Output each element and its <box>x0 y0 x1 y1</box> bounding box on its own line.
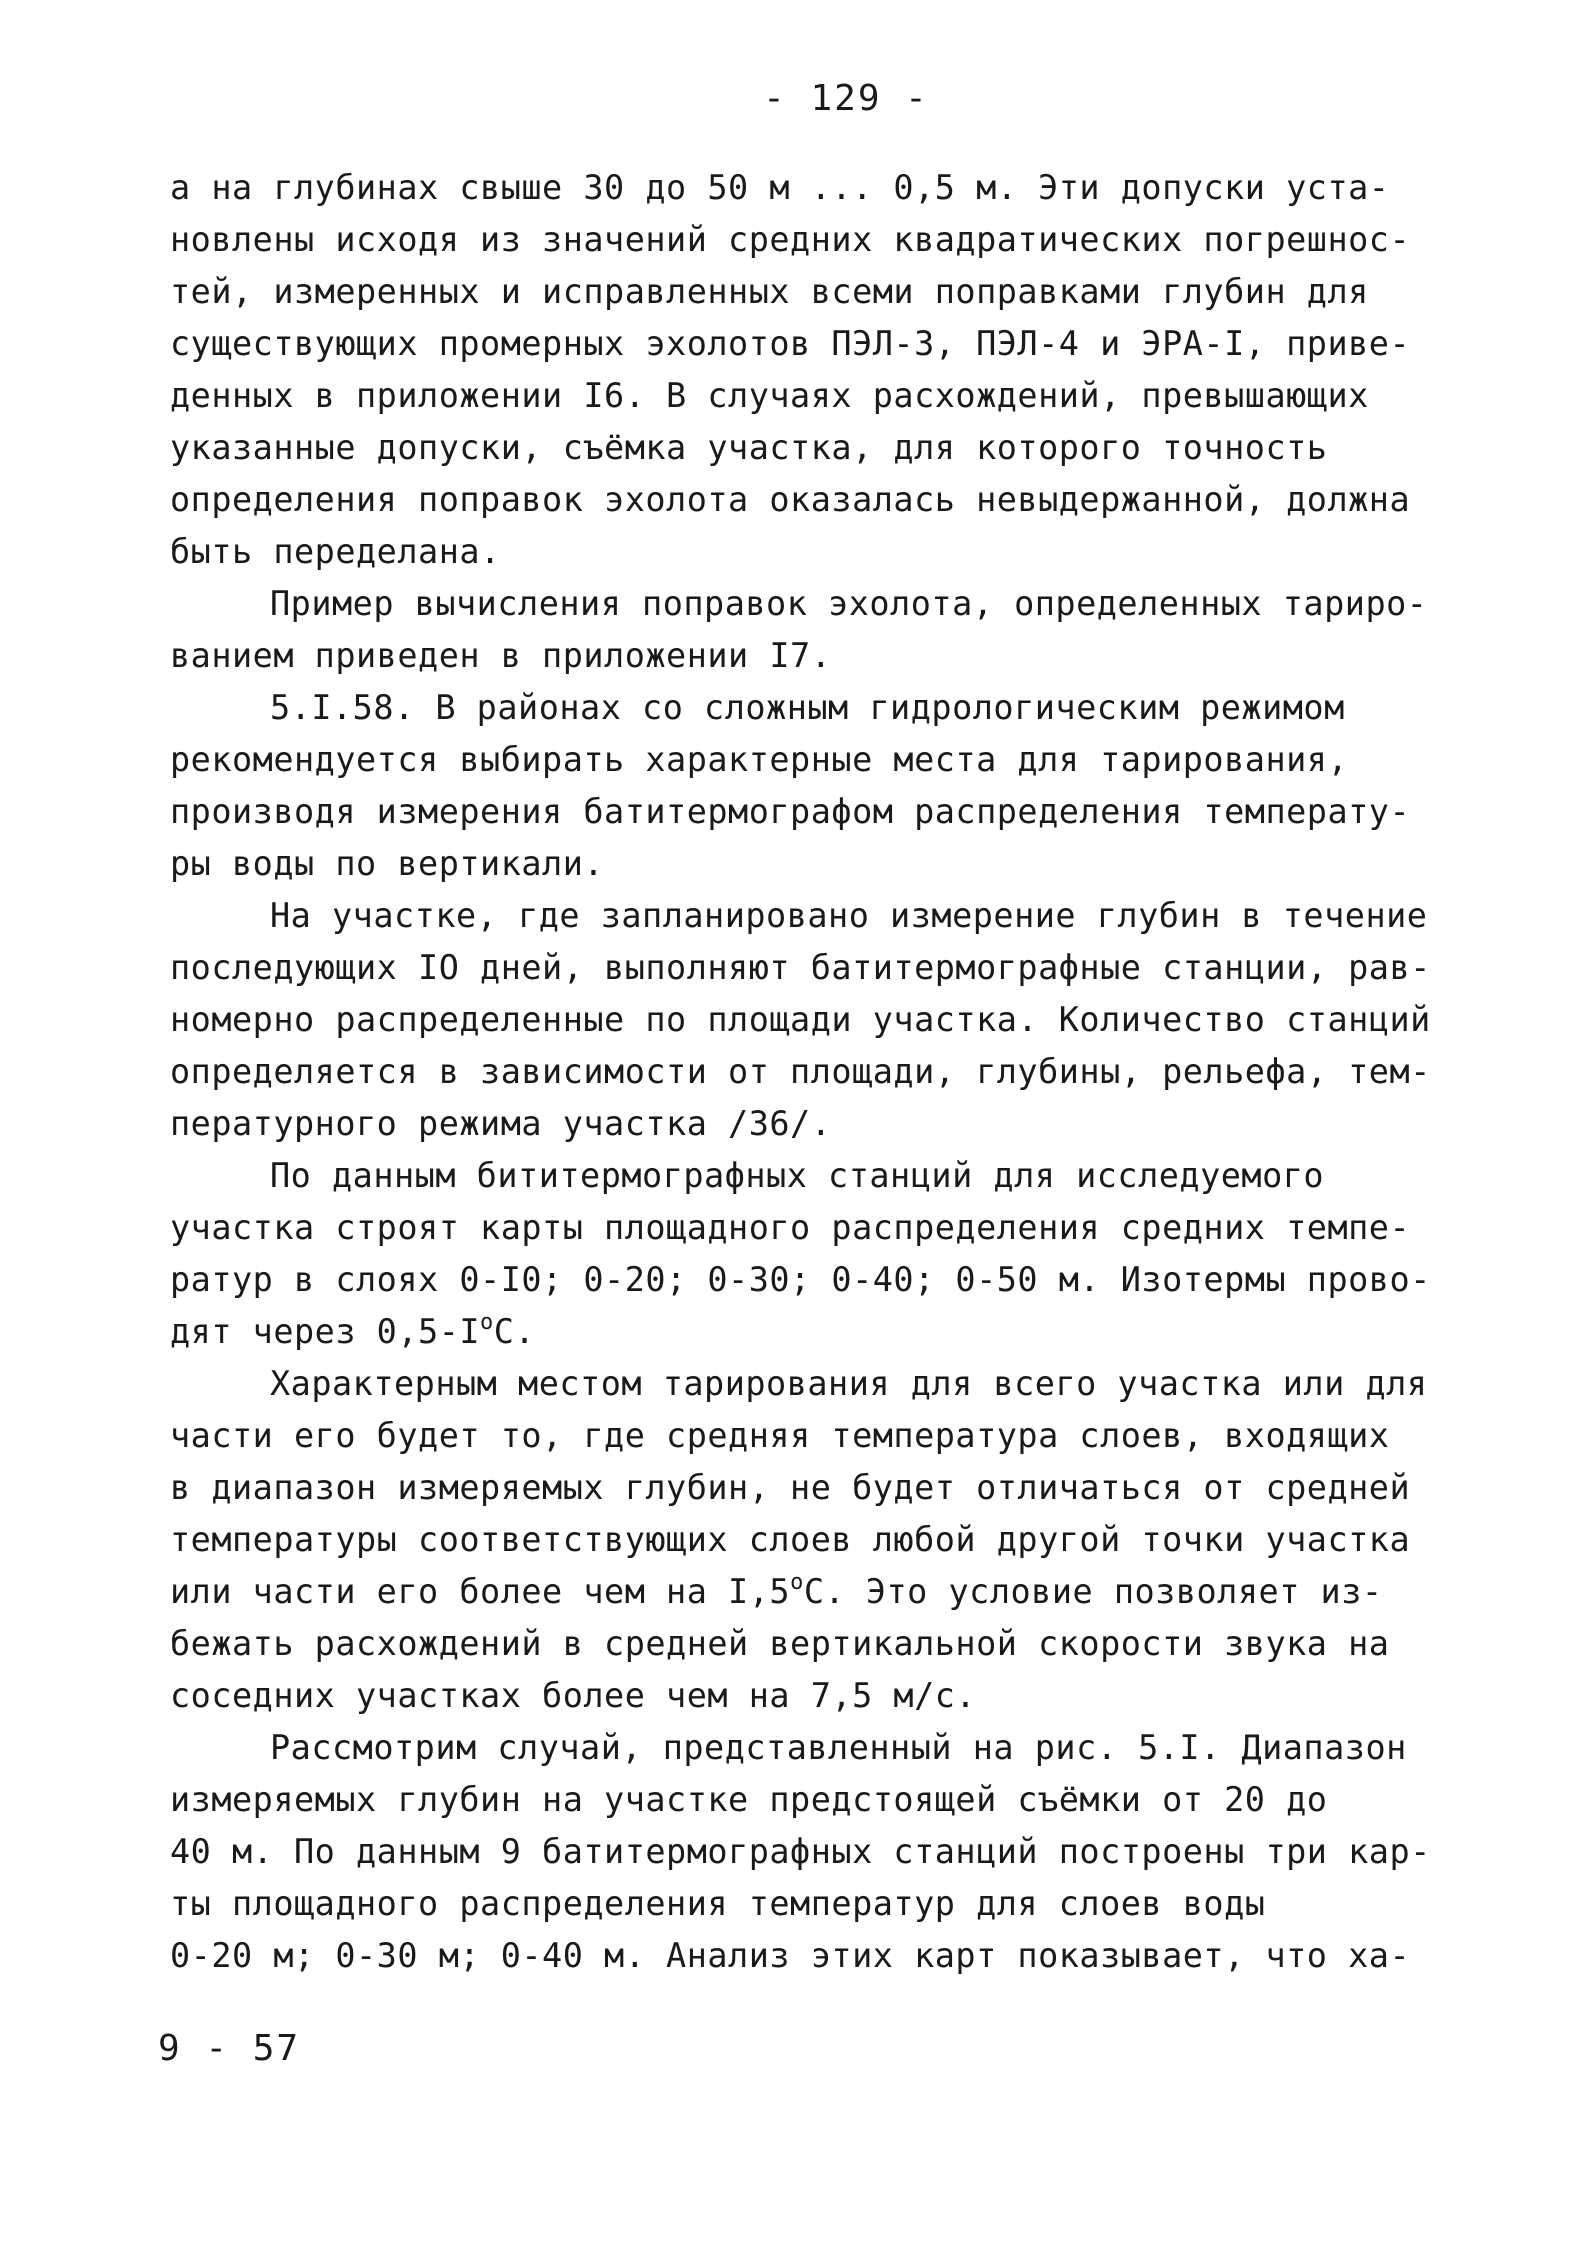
text-line: быть переделана. <box>170 532 501 571</box>
text-fragment: дят через 0,5-I <box>170 1312 481 1351</box>
text-line: новлены исходя из значений средних квадратических погрешнос- <box>170 220 1411 259</box>
text-line: 40 м. По данным 9 батитермографных станций построены три кар- <box>170 1832 1431 1871</box>
sheet-signature: 9 - 57 <box>158 2028 301 2069</box>
text-fragment: C. <box>493 1312 536 1351</box>
text-line: части его будет то, где средняя температура слоев, входящих <box>170 1416 1390 1455</box>
text-line: На участке, где запланировано измерение глубин в течение <box>270 896 1428 935</box>
body-text <box>170 162 1470 1982</box>
text-line: ратур в слоях 0-I0; 0-20; 0-30; 0-40; 0-50 м. Изотермы прово- <box>170 1260 1431 1299</box>
degree-superscript: o <box>480 1310 494 1335</box>
text-line: пературного режима участка /36/. <box>170 1104 832 1143</box>
text-line: ванием приведен в приложении I7. <box>170 636 832 675</box>
text-line <box>170 1566 1470 1618</box>
text-line: 5.I.58. В районах со сложным гидрологическим режимом <box>270 688 1345 727</box>
text-line: 0-20 м; 0-30 м; 0-40 м. Анализ этих карт показывает, что ха- <box>170 1936 1411 1975</box>
text-line: По данным бититермографных станций для исследуемого <box>270 1156 1325 1195</box>
text-line: соседних участках более чем на 7,5 м/с. <box>170 1676 977 1715</box>
text-line: ры воды по вертикали. <box>170 844 605 883</box>
text-line: Характерным местом тарирования для всего участка или для <box>270 1364 1428 1403</box>
text-line <box>170 1306 1470 1358</box>
page-number: - 129 - <box>763 78 929 119</box>
text-line: участка строят карты площадного распределения средних темпе- <box>170 1208 1411 1247</box>
text-line: определяется в зависимости от площади, глубины, рельефа, тем- <box>170 1052 1431 1091</box>
text-line: Пример вычисления поправок эхолота, определенных тариро- <box>270 584 1428 623</box>
text-line: производя измерения батитермографом распределения температу- <box>170 792 1411 831</box>
text-fragment: или части его более чем на I,5 <box>170 1572 791 1611</box>
text-line: номерно распределенные по площади участка. Количество станций <box>170 1000 1431 1039</box>
text-line: температуры соответствующих слоев любой другой точки участка <box>170 1520 1411 1559</box>
text-line: ты площадного распределения температур для слоев воды <box>170 1884 1266 1923</box>
degree-superscript: o <box>790 1570 804 1595</box>
text-line: бежать расхождений в средней вертикальной скорости звука на <box>170 1624 1390 1663</box>
text-line: указанные допуски, съёмка участка, для которого точность <box>170 428 1328 467</box>
text-line: существующих промерных эхолотов ПЭЛ-3, ПЭЛ-4 и ЭРА-I, приве- <box>170 324 1411 363</box>
text-line: измеряемых глубин на участке предстоящей съёмки от 20 до <box>170 1780 1328 1819</box>
text-line: а на глубинах свыше 30 до 50 м ... 0,5 м. Эти допуски уста- <box>170 168 1390 207</box>
text-line: в диапазон измеряемых глубин, не будет отличаться от средней <box>170 1468 1411 1507</box>
text-line: Рассмотрим случай, представленный на рис. 5.I. Диапазон <box>270 1728 1407 1767</box>
text-line: рекомендуется выбирать характерные места для тарирования, <box>170 740 1349 779</box>
text-fragment: C. Это условие позволяет из- <box>803 1572 1383 1611</box>
text-line: денных в приложении I6. В случаях расхождений, превышающих <box>170 376 1369 415</box>
text-line: определения поправок эхолота оказалась невыдержанной, должна <box>170 480 1411 519</box>
text-line: последующих IO дней, выполняют батитермографные станции, рав- <box>170 948 1431 987</box>
text-line: тей, измеренных и исправленных всеми поправками глубин для <box>170 272 1369 311</box>
